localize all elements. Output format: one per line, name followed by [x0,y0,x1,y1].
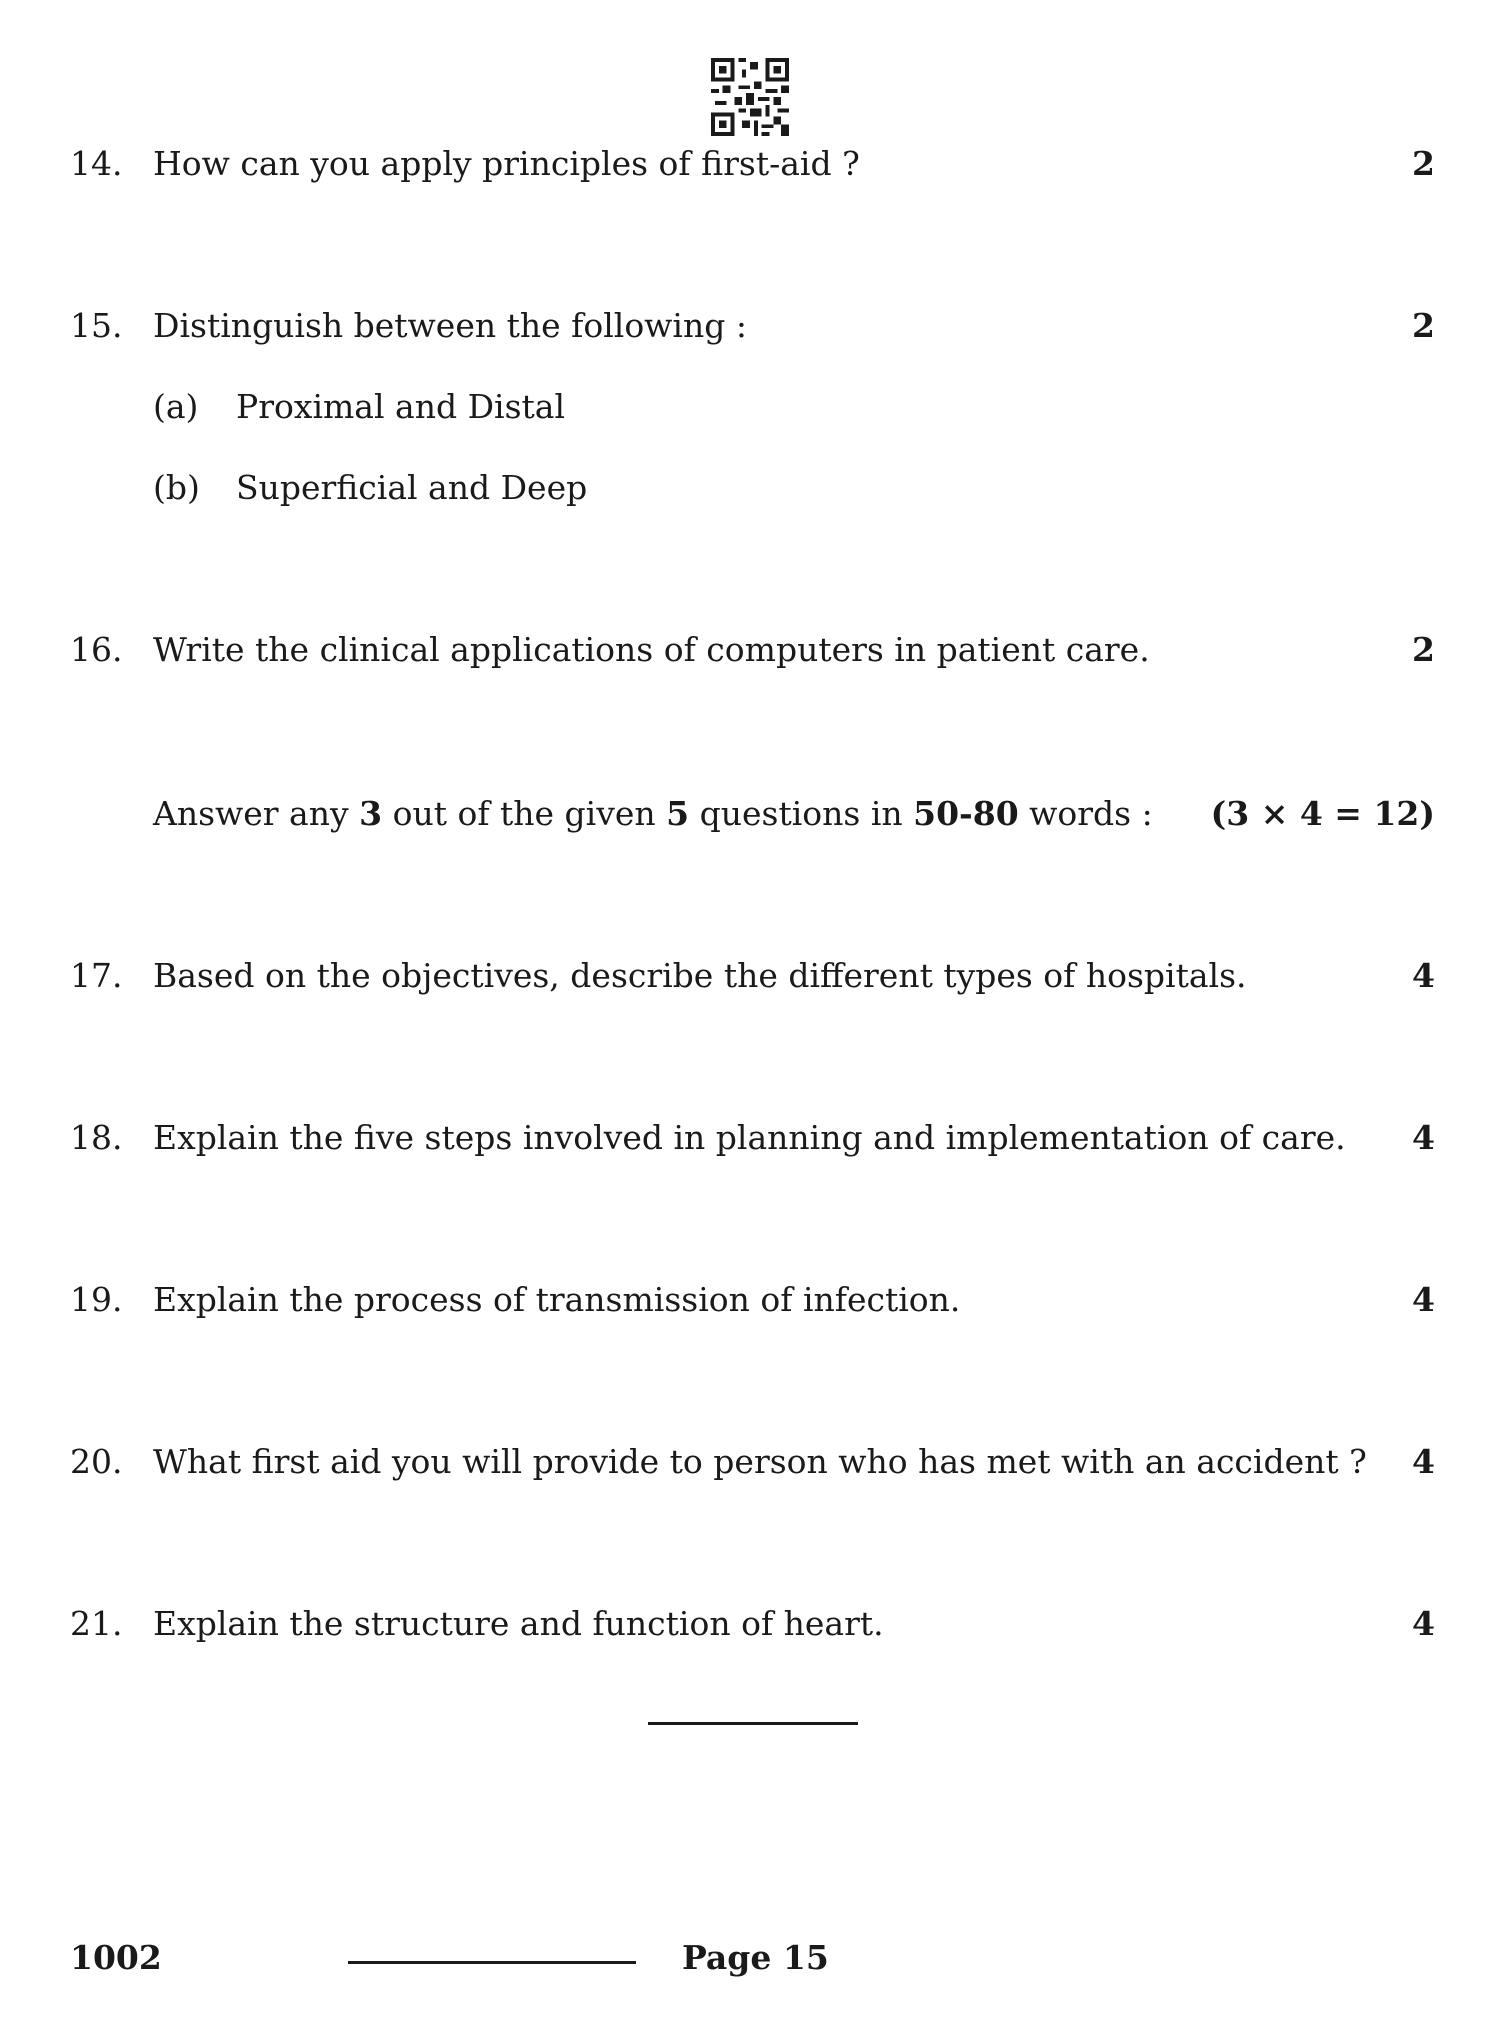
question-marks: 4 [1412,1118,1435,1157]
question-marks: 4 [1412,1442,1435,1481]
question-number: 21. [70,1604,123,1643]
part-label: (a) [153,387,199,426]
qr-code [710,58,790,136]
question-text: How can you apply principles of first-aid ? [153,144,860,183]
paper-code: 1002 [70,1938,162,1977]
qr-code-icon [710,58,790,136]
question-marks: 2 [1412,306,1435,345]
question-marks: 2 [1412,630,1435,669]
question-number: 20. [70,1442,123,1481]
question-text: Write the clinical applications of computers in patient care. [153,630,1150,669]
question-marks: 4 [1412,1280,1435,1319]
instruction-text: Answer any 3 out of the given 5 questions in 50-80 words : [153,794,1153,833]
section-marks: (3 × 4 = 12) [1210,794,1435,833]
question-number: 17. [70,956,123,995]
question-number: 16. [70,630,123,669]
question-number: 19. [70,1280,123,1319]
question-text: Explain the process of transmission of infection. [153,1280,961,1319]
question-marks: 4 [1412,956,1435,995]
question-text: Distinguish between the following : [153,306,747,345]
part-text: Superficial and Deep [236,468,588,507]
question-text: What first aid you will provide to person who has met with an accident ? [153,1442,1367,1481]
question-text: Explain the five steps involved in planning and implementation of care. [153,1118,1346,1157]
question-text: Based on the objectives, describe the different types of hospitals. [153,956,1247,995]
page-number: Page 15 [682,1938,829,1977]
question-number: 18. [70,1118,123,1157]
question-marks: 2 [1412,144,1435,183]
question-marks: 4 [1412,1604,1435,1643]
end-divider [648,1722,858,1725]
question-number: 14. [70,144,123,183]
question-number: 15. [70,306,123,345]
question-text: Explain the structure and function of heart. [153,1604,884,1643]
part-label: (b) [153,468,200,507]
footer-divider [348,1961,636,1964]
part-text: Proximal and Distal [236,387,566,426]
